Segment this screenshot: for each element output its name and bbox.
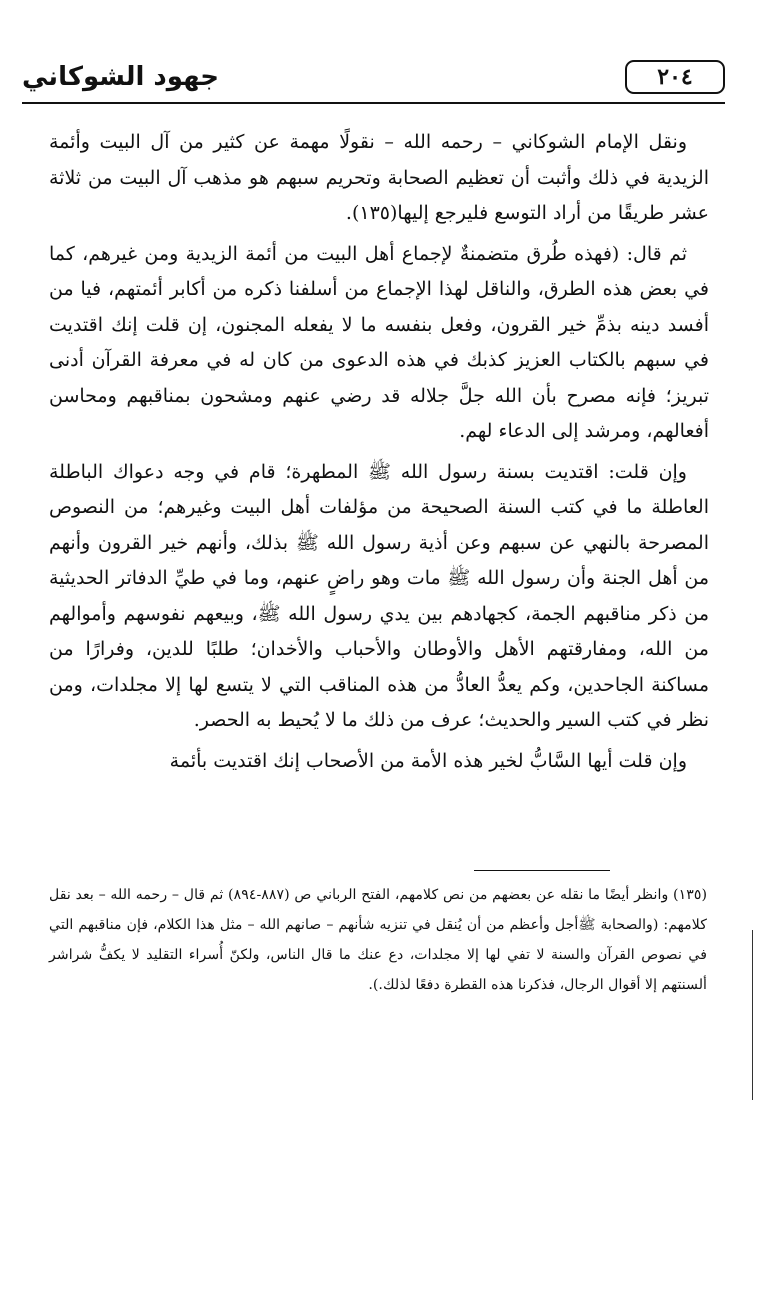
header-divider xyxy=(22,102,725,104)
paragraph: وإن قلت: اقتديت بسنة رسول الله ﷺ المطهرة؛ قام في وجه دعواك الباطلة العاطلة ما في كتب السنة الصحيحة من مؤلفات أهل البيت وغيرهم؛ من النصوص المصرحة بالنهي عن سبهم وعن أذية رسول الله ﷺ بذلك، وأنهم خير القرون وأنهم من أهل الجنة وأن رسول الله ﷺ مات وهو راضٍ عنهم، وما في طيِّ الدفاتر الحديثية من ذكر مناقبهم الجمة، كجهادهم بين يدي رسول الله ﷺ، وبيعهم نفوسهم وأموالهم من الله، ومفارقتهم الأهل والأوطان والأحباب والأخدان؛ طلبًا للدين، وفرارًا من مساكنة الجاحدين، وكم يعدُّ العادُّ من هذه المناقب التي لا يتسع لها إلا مجلدات، ومن نظر في كتب السير والحديث؛ عرف من ذلك ما لا يُحيط به الحصر. xyxy=(49,460,709,731)
page-number: ٢٠٤ xyxy=(625,60,725,94)
book-title: جهود الشوكاني xyxy=(22,62,219,92)
page-header xyxy=(22,58,725,102)
paragraph: ونقل الإمام الشوكاني – رحمه الله – نقولًا مهمة عن كثير من آل البيت وأئمة الزيدية في ذلك وأثبت أن تعظيم الصحابة وتحريم سبهم هو مذهب آل البيت من ثلاثة عشر طريقًا من أراد التوسع فليرجع إليها(١٣٥). xyxy=(49,131,709,224)
footnote-divider xyxy=(474,870,610,871)
footnote xyxy=(49,880,707,1000)
footnote-text: (١٣٥) وانظر أيضًا ما نقله عن بعضهم من نص كلامهم، الفتح الرباني ص (٨٨٧-٨٩٤) ثم قال – رحمه الله – بعد نقل كلامهم: (والصحابة ﷺأجل وأعظم من أن يُنقل في تنزيه شأنهم – صانهم الله – مثل هذا الكلام، فإن مناقبهم التي في نصوص القرآن والسنة لا تفي لها إلا مجلدات، دع عنك ما قال الناس، ولكنّ أُسراء التقليد لا يكفُّ شراشر ألسنتهم إلا أقوال الرجال، فذكرنا هذه القطرة دفعًا لذلك.). xyxy=(49,887,707,993)
paragraph: ثم قال: (فهذه طُرق متضمنةٌ لإجماع أهل البيت من أئمة الزيدية ومن غيرهم، كما في بعض هذه الطرق، والناقل لهذا الإجماع من أسلفنا ذكره من أكابر أئمتهم، فيا من أفسد دينه بذمِّ خير القرون، وفعل بنفسه ما لا يفعله المجنون، إن قلت إنك اقتديت في سبهم بالكتاب العزيز كذبك في هذه الدعوى من كان له في معرفة القرآن أدنى تبريز؛ فإنه مصرح بأن الله جلَّ جلاله قد رضي عنهم ومشحون بمناقبهم ومحاسن أفعالهم، ومرشد إلى الدعاء لهم. xyxy=(49,242,709,442)
main-text xyxy=(49,125,709,784)
margin-mark xyxy=(752,930,753,1100)
paragraph: وإن قلت أيها السَّابُّ لخير هذه الأمة من الأصحاب إنك اقتديت بأئمة xyxy=(169,749,687,772)
